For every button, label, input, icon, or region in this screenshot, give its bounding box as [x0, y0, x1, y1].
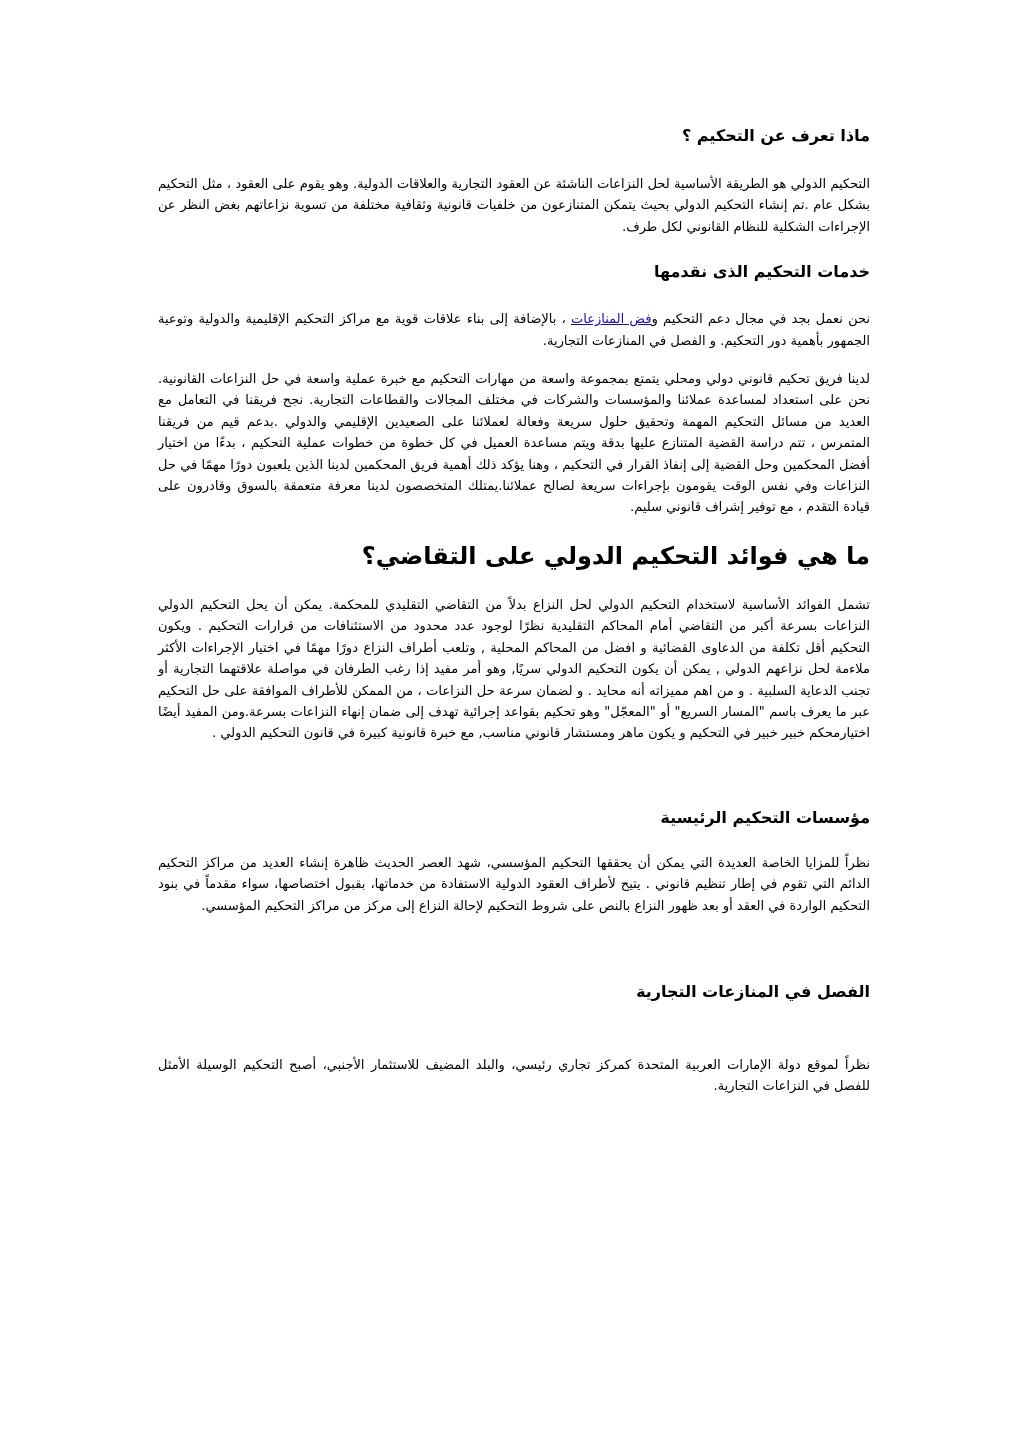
heading-benefits: ما هي فوائد التحكيم الدولي على التقاضي؟	[361, 541, 870, 570]
dispute-resolution-link[interactable]: فض المنازعات	[571, 312, 652, 328]
heading-institutions: مؤسسات التحكيم الرئيسية	[660, 807, 870, 827]
heading-commercial-disputes: الفصل في المنازعات التجارية	[636, 981, 870, 1001]
paragraph-what-is-arbitration: التحكيم الدولي هو الطريقة الأساسية لحل النزاعات الناشئة عن العقود التجارية والعلاقات الدولية. وهو يقوم على العقود ، مثل التحكيم بشكل عام .تم إنشاء التحكيم الدولي بحيث يتمكن المتنازعون من خلفيات قانونية وثقافية مختلفة من تسوية نزاعاتهم بغض النظر عن الإجراءات الشكلية للنظام القانوني لكل طرف.	[158, 177, 870, 235]
paragraph-institutions: نظراً للمزايا الخاصة العديدة التي يمكن أن يحققها التحكيم المؤسسي، شهد العصر الحديث ظاهرة إنشاء العديد من مراكز التحكيم الدائم التي تقوم في إطار تنظيم قانوني . يتيح لأطراف العقود الدولية الاستفادة من خدماتها، بقبول اختصاصها، سواء مقدماً في بنود التحكيم الواردة في العقد أو بعد ظهور النزاع بالنص على شروط التحكيم لإحالة النزاع إلى مركز من مراكز التحكيم المؤسسي.	[158, 855, 870, 914]
paragraph-benefits: تشمل الفوائد الأساسية لاستخدام التحكيم الدولي لحل النزاع بدلاً من التقاضي التقليدي للمحكمة. يمكن أن يحل التحكيم الدولي النزاعات بسرعة أكبر من التقاضي أمام المحاكم التقليدية نظرًا لوجود عدد محدود من الاستئنافات من قرارات التحكيم . ويكون التحكيم أقل تكلفة من الدعاوى القضائية و افضل من المحاكم المحلية , وتلعب أطراف النزاع دورًا مهمًا في اختيار الإجراءات الأكثر ملاءمة لحل نزاعهم الدولي , يمكن أن يكون التحكيم الدولي سريًا, وهو أمر مفيد إذا رغب الطرفان في مواصلة علاقتهما التجارية أو تجنب الدعاية السلبية . و من اهم مميزاته أنه محايد . و لضمان سرعة حل النزاعات ، من الممكن للأطراف الموافقة على حل التحكيم عبر ما يعرف باسم "المسار السريع" أو "المعجّل" وهو تحكيم بقواعد إجرائية تهدف إلى ضمان إنهاء النزاعات بسرعة.ومن المفيد أيضًا اختيارمحكم خبير خبير في التحكيم و يكون ماهر ومستشار قانوني مناسب, مع خبرة قانونية كبيرة في قانون التحكيم الدولي .	[158, 597, 870, 742]
paragraph-services-team: لدينا فريق تحكيم قانوني دولي ومحلي يتمتع بمجموعة واسعة من مهارات التحكيم مع خبرة عملية واسعة في حل النزاعات القانونية. نحن على استعداد لمساعدة عملائنا والمؤسسات والشركات في مختلف المجالات والقطاعات التجارية. نجح فريقنا في التعامل مع العديد من مسائل التحكيم المهمة وتحقيق حلول سريعة وفعالة لعملائنا على الصعيدين الإقليمي والدولي .بدعم قيم من فريقنا المتمرس ، تتم دراسة القضية المتنازع عليها بدقة ويتم مساعدة العميل في كل خطوة من خطوات عملية التحكيم ، بدءًا من اختيار أفضل المحكمين وحل القضية إلى إنفاذ القرار في التحكيم ، وهنا يؤكد ذلك أهمية فريق المحكمين لدينا الذين يلعبون دورًا مهمًا في حل النزاعات وفي نفس الوقت يقومون بإجراءات سريعة لصالح عملائنا.يمتلك المتخصصون لدينا معرفة متعمقة بالسوق وقادرون على قيادة التقدم ، مع توفير إشراف قانوني سليم.	[158, 372, 870, 516]
services-intro-before: نحن نعمل بجد في مجال دعم التحكيم و	[651, 312, 870, 328]
heading-services: خدمات التحكيم الذى نقدمها	[653, 262, 870, 282]
paragraph-commercial-disputes: نظراً لموقع دولة الإمارات العربية المتحدة كمركز تجاري رئيسي، والبلد المضيف للاستثمار الأجنبي، أصبح التحكيم الوسيلة الأمثل للفصل في النزاعات التجارية.	[158, 1057, 870, 1095]
paragraph-services-intro	[158, 309, 870, 352]
heading-what-is-arbitration: ماذا تعرف عن التحكيم ؟	[681, 126, 870, 145]
document-body	[158, 122, 870, 1098]
services-intro-after: ، بالإضافة إلى بناء علاقات قوية مع مراكز التحكيم الإقليمية والدولية وتوعية الجمهور بأهمية دور التحكيم. و الفصل في المنازعات التجارية.	[158, 312, 870, 349]
